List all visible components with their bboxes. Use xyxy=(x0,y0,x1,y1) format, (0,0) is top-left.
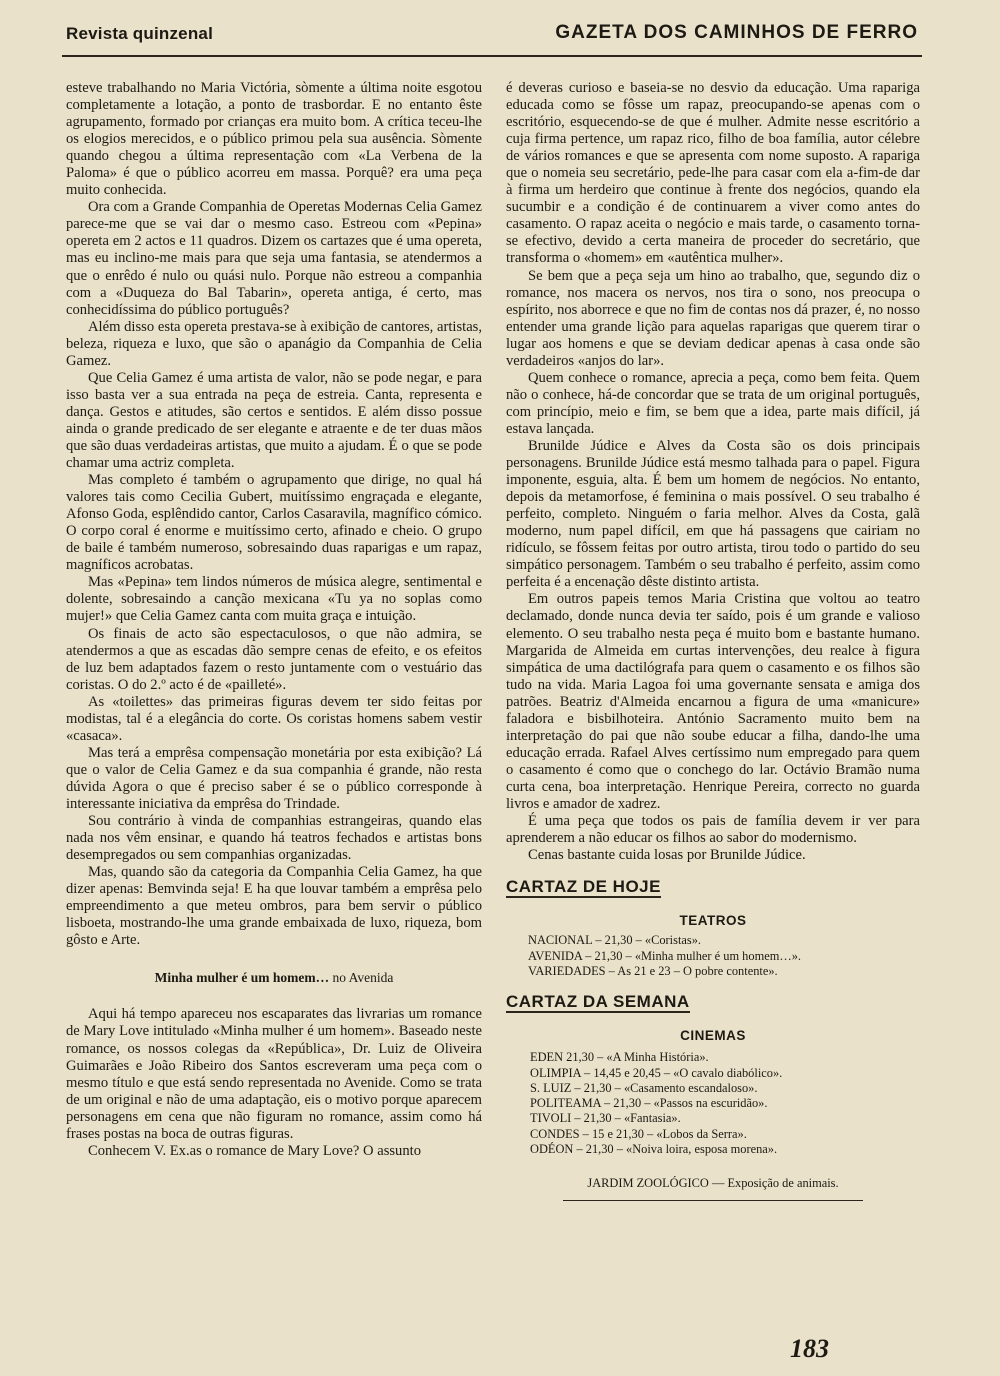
paragraph: Que Celia Gamez é uma artista de valor, não se pode negar, e para isso basta ver a sua entrada na peça de estreia. Canta, representa e dança. Gestos e atitudes, são certos e sentidos. E além disso possue ainda o grande predicado de ser elegante e atraente e de ter duas mãos que são duas verdadeiras artistas, que muito a ajudam. É o que se pode chamar uma actriz completa. xyxy=(66,369,482,472)
bottom-rule xyxy=(563,1200,863,1201)
paragraph: Se bem que a peça seja um hino ao trabalho, que, segundo diz o romance, nos macera os nervos, nos tira o sono, nos preocupa o espírito, nos aborrece e que no fim de contas nos dá prazer, é, no nosso entender uma grande lição para aquelas raparigas que querem tirar o lugar aos homens e que se deviam dedicar apenas à casa onde são verdadeiros «anjos do lar». xyxy=(506,267,920,369)
subheading xyxy=(66,969,482,986)
teatros-list xyxy=(506,933,920,979)
teatros-title: TEATROS xyxy=(679,913,747,929)
paragraph: Conhecem V. Ex.as o romance de Mary Love? O assunto xyxy=(88,1142,422,1159)
paragraph: Mas completo é também o agrupamento que dirige, no qual há valores tais como Cecilia Gubert, muitíssimo engraçada e elegante, Afonso Goda, esplêndido cantor, Carlos Casaravila, magnífico cómico. O corpo coral é enorme e muitíssimo certo, afinado e cheio. O grupo de baile é também numeroso, sobresaindo duas raparigas e um rapaz, magníficos acrobatas. xyxy=(66,472,482,574)
paragraph: Mas «Pepina» tem lindos números de música alegre, sentimental e dolente, sobresaindo a canção mexicana «Tu ya no soplas como mujer!» que Celia Gamez canta com muita graça e intuição. xyxy=(66,574,482,625)
list-item: CONDES – 15 e 21,30 – «Lobos da Serra». xyxy=(530,1126,747,1141)
paragraph: Em outros papeis temos Maria Cristina que voltou ao teatro declamado, donde nunca devia ter saído, pois é um grande e valioso elemento. O seu trabalho nesta peça é muito bom e bastante humano. Margarida de Almeida em curtas intervenções, deu realce à figura simpática de uma dactilógrafa para quem o casamento e os filhos são tudo na vida. Maria Lagoa foi uma governante sensata e amiga dos patrões. Beatriz d'Almeida encarnou a figura de uma «manicure» faladora e bisbilhoteira. António Sacramento muito bem na interpretação do pai que não soube educar a filha, dando-lhe uma educação errada. Rafael Alves certíssimo num empregado para quem o casamento é como que o conchego do lar. Octávio Bramão numa curta cena, boa interpretação. Henrique Pereira, correcto no guarda livros e amador de xadrez. xyxy=(506,591,920,812)
header-left-title: Revista quinzenal xyxy=(66,24,213,43)
list-item: VARIEDADES – As 21 e 23 – O pobre contente». xyxy=(528,963,778,978)
list-item: AVENIDA – 21,30 – «Minha mulher é um homem…». xyxy=(528,948,802,963)
paragraph: Os finais de acto são espectaculosos, o que não admira, se atendermos a que as escadas dão sempre cenas de efeito, e os efeitos de luz bem adaptados fazem o resto juntamente com o vestuário das coristas. O do 2.º acto é de «pailleté». xyxy=(66,625,482,693)
paragraph: Aqui há tempo apareceu nos escaparates das livrarias um romance de Mary Love intitulado «Minha mulher é um homem». Baseado neste romance, os nossos colegas da «República», Dr. Luiz de Oliveira Guimarães e João Ribeiro dos Santos escreveram uma peça com o mesmo título e que está sendo representada no Avenide. Como se trata de um original e não de uma adaptação, eis o motivo porque aparecem personagens em cena que não figuram no romance, assim como há frases postas na boca de outras figuras. xyxy=(66,1006,482,1142)
list-item: S. LUIZ – 21,30 – «Casamento escandaloso». xyxy=(530,1080,758,1095)
cinemas-list xyxy=(506,1050,920,1157)
cartaz-semana-title: CARTAZ DA SEMANA xyxy=(506,993,690,1013)
paragraph: Quem conhece o romance, aprecia a peça, como bem feita. Quem não o conhece, há-de concordar que se trata de um original português, com princípio, meio e fim, se bem que a idea, parte mais difícil, já estava lançada. xyxy=(506,369,920,437)
header-right-title: GAZETA DOS CAMINHOS DE FERRO xyxy=(555,22,918,43)
paragraph: esteve trabalhando no Maria Victória, sòmente a última noite esgotou completamente a lotação, a ponto de trasbordar. E no entanto êste agrupamento, formado por crianças era muito bom. A crítica teceu-lhe os elogios merecidos, e o público primou pela sua ausência. Sòmente quando chegou a última representação com «La Verbena de la Paloma» é que o público acorreu em massa. Porquê? era uma peça muito conhecida. xyxy=(66,80,482,199)
paragraph: Mas terá a emprêsa compensação monetária por esta exibição? Lá que o valor de Celia Gamez e da sua companhia é grande, não resta dúvida Agora o que é preciso saber é se o público corresponde à interessante iniciativa da emprêsa do Trindade. xyxy=(66,744,482,812)
list-item: TIVOLI – 21,30 – «Fantasia». xyxy=(530,1111,681,1126)
paragraph: Sou contrário à vinda de companhias estrangeiras, quando elas nada nos vêm ensinar, e quando há teatros fechados e artistas bons desempregados ou sem companhias organizadas. xyxy=(66,813,482,864)
page-number: 183 xyxy=(790,1334,829,1363)
paragraph: é deveras curioso e baseia-se no desvio da educação. Uma rapariga educada como se fôsse um rapaz, preocupando-se apenas com o escritório, esquecendo-se de que é mulher. Admite nesse escritório a cuja firma pertence, um rapaz rico, filho de boa família, autor célebre de vários romances e que se apresenta com nome suposto. A rapariga que o nomeia seu secretário, pede-lhe para casar com ela a-fim-de dar à firma um herdeiro que continue à frente dos negócios, quando ela sucumbir e a condição é de continuarem a viver como antes do casamento. O rapaz aceita o negócio e mais tarde, o casamento torna-se efectivo, devido a certa maneira de proceder do secretário, que transforma o «homem» em «autêntica mulher». xyxy=(506,80,920,267)
list-item: ODÉON – 21,30 – «Noiva loira, esposa morena». xyxy=(530,1142,778,1157)
list-item: OLIMPIA – 14,45 e 20,45 – «O cavalo diabólico». xyxy=(530,1065,783,1080)
cartaz-hoje-title: CARTAZ DE HOJE xyxy=(506,878,661,898)
paragraph: Além disso esta opereta prestava-se à exibição de cantores, artistas, beleza, riqueza e luxo, que são o apanágio da Companhia de Celia Gamez. xyxy=(66,318,482,369)
paragraph: Mas, quando são da categoria da Companhia Celia Gamez, ha que dizer apenas: Bemvinda seja! E ha que louvar também a emprêsa pelo empreendimento a que meteu ombros, para bem servir o público lisboeta, mostrando-lhe uma grande embaixada de luxo, riqueza, bom gôsto e Arte. xyxy=(66,864,482,949)
cinemas-title: CINEMAS xyxy=(680,1028,746,1044)
right-column xyxy=(506,80,920,1201)
left-column xyxy=(66,80,482,1160)
subheading-bold: Minha mulher é um homem… xyxy=(154,970,330,986)
paragraph: Cenas bastante cuida losas por Brunilde Júdice. xyxy=(528,847,806,864)
paragraph: Brunilde Júdice e Alves da Costa são os dois principais personagens. Brunilde Júdice está mesmo talhada para o papel. Figura imponente, esguia, alta. É bem um homem de negócios. No entanto, depois da metamorfose, é feminina o mais possível. O seu trabalho é perfeito, completo. Ninguém o faria melhor. Alves da Costa, galã moderno, num papel difícil, em que há passagens que cairiam no ridículo, se fôssem feitas por outro artista, tirou todo o partido do seu simpático personagem. Também o seu trabalho é perfeito, assim como perfeita é a encenação dêste distinto artista. xyxy=(506,437,920,591)
list-item: POLITEAMA – 21,30 – «Passos na escuridão». xyxy=(530,1096,768,1111)
paragraph: As «toilettes» das primeiras figuras devem ter sido feitas por modistas, tal é a elegância do corte. Os coristas homens sabem vestir «casaca». xyxy=(66,693,482,744)
subheading-light: no Avenida xyxy=(329,970,394,986)
zoo-line: JARDIM ZOOLÓGICO — Exposição de animais. xyxy=(587,1176,839,1191)
list-item: EDEN 21,30 – «A Minha História». xyxy=(530,1050,709,1065)
list-item: NACIONAL – 21,30 – «Coristas». xyxy=(528,933,702,948)
paragraph: É uma peça que todos os pais de família devem ir ver para aprenderem a não educar os filhos ao sabor do modernismo. xyxy=(506,813,920,847)
paragraph: Ora com a Grande Companhia de Operetas Modernas Celia Gamez parece-me que se vai dar o mesmo caso. Estreou com «Pepina» opereta em 2 actos e 11 quadros. Dizem os cartazes que é uma opereta, mas eu inclino-me mais para que seja uma fantasia, se atendermos a que o enrêdo é nulo ou quási nulo. Porque não estreou a companhia com a «Duqueza do Bal Tabarin», opereta antiga, é certo, mas conhecidíssima do público português? xyxy=(66,199,482,318)
header-rule xyxy=(62,55,922,57)
